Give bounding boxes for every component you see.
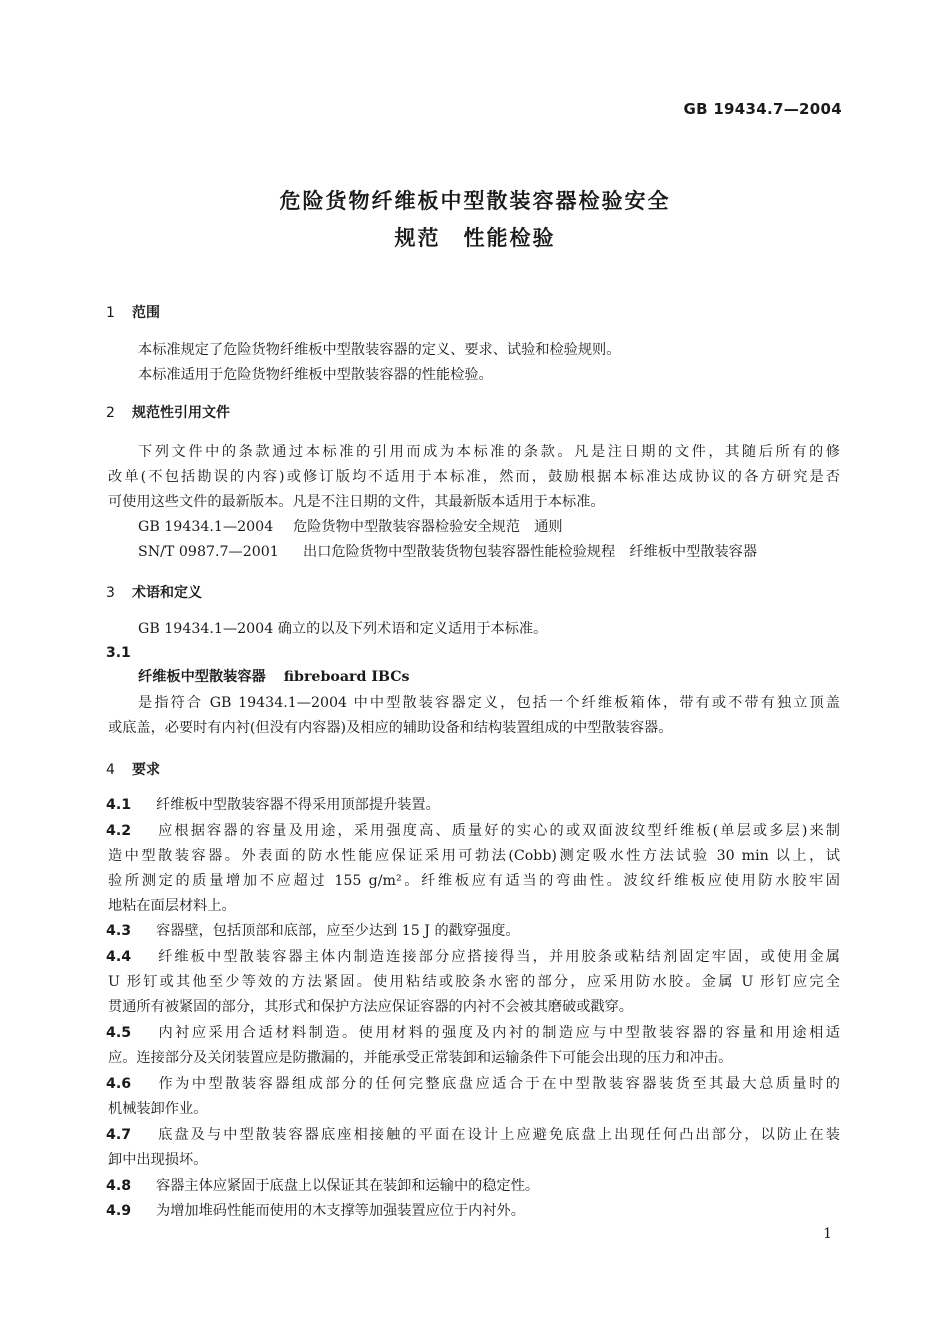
clause-4-3 bbox=[106, 919, 520, 944]
term-definition-line-1: 是指符合 GB 19434.1—2004 中中型散装容器定义，包括一个纤维板箱体，带有或不带有独立顶盖 bbox=[138, 695, 840, 711]
term-english: fibreboard IBCs bbox=[283, 669, 410, 685]
clause-text: 底盘及与中型散装容器底座相接触的平面在设计上应避免底盘上出现任何凸出部分，以防止在装 bbox=[156, 1127, 840, 1143]
clause-number: 4.4 bbox=[106, 949, 132, 965]
reference-title: 危险货物中型散装容器检验安全规范 通则 bbox=[293, 519, 563, 535]
section-3-number: 3 bbox=[106, 585, 115, 601]
clause-number: 4.6 bbox=[106, 1076, 132, 1092]
section-3-title: 术语和定义 bbox=[132, 585, 202, 601]
section-4-title: 要求 bbox=[132, 762, 160, 778]
section-1-number: 1 bbox=[106, 305, 115, 321]
section-1-para-2: 本标准适用于危险货物纤维板中型散装容器的性能检验。 bbox=[138, 367, 493, 383]
clause-4-4-line-3: 贯通所有被紧固的部分，其形式和保护方法应保证容器的内衬不会被其磨破或戳穿。 bbox=[108, 999, 633, 1015]
section-2-para-line-3: 可使用这些文件的最新版本。凡是不注日期的文件，其最新版本适用于本标准。 bbox=[108, 494, 605, 510]
clause-4-2-line-4: 地粘在面层材料上。 bbox=[108, 898, 236, 914]
section-1-para-1: 本标准规定了危险货物纤维板中型散装容器的定义、要求、试验和检验规则。 bbox=[138, 342, 621, 358]
clause-number: 4.5 bbox=[106, 1025, 132, 1041]
section-2-number: 2 bbox=[106, 405, 115, 421]
clause-4-1 bbox=[106, 793, 440, 818]
clause-4-2-line-1 bbox=[106, 819, 840, 844]
clause-4-2-line-2: 造中型散装容器。外表面的防水性能应保证采用可勃法(Cobb)测定吸水性方法试验 30 min 以上，试 bbox=[108, 848, 840, 864]
reference-title: 出口危险货物中型散装货物包装容器性能检验规程 纤维板中型散装容器 bbox=[303, 544, 758, 560]
section-1-heading bbox=[106, 302, 160, 322]
clause-4-8 bbox=[106, 1174, 539, 1199]
clause-text: 应根据容器的容量及用途，采用强度高、质量好的实心的或双面波纹型纤维板(单层或多层)来制 bbox=[156, 823, 840, 839]
clause-4-4-line-1 bbox=[106, 945, 840, 970]
clause-text: 容器壁，包括顶部和底部，应至少达到 15 J 的戳穿强度。 bbox=[156, 923, 520, 939]
term-definition-line-2: 或底盖，必要时有内衬(但没有内容器)及相应的辅助设备和结构装置组成的中型散装容器。 bbox=[108, 720, 673, 736]
section-4-heading bbox=[106, 759, 160, 779]
subclause-3-1-number: 3.1 bbox=[106, 645, 131, 661]
clause-4-5-line-1 bbox=[106, 1021, 840, 1046]
clause-number: 4.2 bbox=[106, 823, 132, 839]
normative-reference bbox=[138, 515, 563, 540]
clause-4-6-line-1 bbox=[106, 1072, 840, 1097]
clause-4-2-line-3: 验所测定的质量增加不应超过 155 g/m²。纤维板应有适当的弯曲性。波纹纤维板应使用防水胶牢固 bbox=[108, 873, 840, 889]
section-1-title: 范围 bbox=[132, 305, 160, 321]
clause-number: 4.9 bbox=[106, 1203, 132, 1219]
section-4-number: 4 bbox=[106, 762, 115, 778]
clause-text: 作为中型散装容器组成部分的任何完整底盘应适合于在中型散装容器装货至其最大总质量时的 bbox=[156, 1076, 840, 1092]
reference-code: SN/T 0987.7—2001 bbox=[138, 544, 279, 560]
clause-text: 纤维板中型散装容器主体内制造连接部分应搭接得当，并用胶条或粘结剂固定牢固，或使用金属 bbox=[156, 949, 840, 965]
section-2-title: 规范性引用文件 bbox=[132, 405, 230, 421]
clause-number: 4.8 bbox=[106, 1178, 132, 1194]
clause-text: 容器主体应紧固于底盘上以保证其在装卸和运输中的稳定性。 bbox=[156, 1178, 540, 1194]
section-3-intro: GB 19434.1—2004 确立的以及下列术语和定义适用于本标准。 bbox=[138, 621, 548, 637]
standard-code: GB 19434.7—2004 bbox=[683, 100, 842, 118]
clause-4-9 bbox=[106, 1199, 525, 1224]
section-2-para-line-2: 改单(不包括勘误的内容)或修订版均不适用于本标准，然而，鼓励根据本标准达成协议的各方研究是否 bbox=[108, 469, 840, 485]
clause-number: 4.1 bbox=[106, 797, 132, 813]
section-2-para-line-1: 下列文件中的条款通过本标准的引用而成为本标准的条款。凡是注日期的文件，其随后所有的修 bbox=[138, 444, 840, 460]
term-entry bbox=[138, 665, 410, 690]
section-2-heading bbox=[106, 402, 230, 422]
clause-4-7-line-2: 卸中出现损坏。 bbox=[108, 1152, 208, 1168]
clause-4-6-line-2: 机械装卸作业。 bbox=[108, 1101, 208, 1117]
clause-4-4-line-2: U 形钉或其他至少等效的方法紧固。使用粘结或胶条水密的部分，应采用防水胶。金属 U 形钉应完全 bbox=[108, 974, 840, 990]
document-title-line2: 规范 性能检验 bbox=[394, 226, 556, 250]
clause-text: 为增加堆码性能而使用的木支撑等加强装置应位于内衬外。 bbox=[156, 1203, 525, 1219]
reference-code: GB 19434.1—2004 bbox=[138, 519, 274, 535]
clause-number: 4.7 bbox=[106, 1127, 132, 1143]
clause-number: 4.3 bbox=[106, 923, 132, 939]
page-number: 1 bbox=[823, 1226, 832, 1242]
clause-text: 内衬应采用合适材料制造。使用材料的强度及内衬的制造应与中型散装容器的容量和用途相适 bbox=[156, 1025, 840, 1041]
normative-reference bbox=[138, 540, 757, 565]
section-3-heading bbox=[106, 582, 202, 602]
clause-4-5-line-2: 应。连接部分及关闭装置应是防撒漏的，并能承受正常装卸和运输条件下可能会出现的压力和冲击。 bbox=[108, 1050, 733, 1066]
term-chinese: 纤维板中型散装容器 bbox=[138, 669, 266, 685]
document-title-line1: 危险货物纤维板中型散装容器检验安全 bbox=[279, 189, 671, 213]
clause-4-7-line-1 bbox=[106, 1123, 840, 1148]
clause-text: 纤维板中型散装容器不得采用顶部提升装置。 bbox=[156, 797, 440, 813]
